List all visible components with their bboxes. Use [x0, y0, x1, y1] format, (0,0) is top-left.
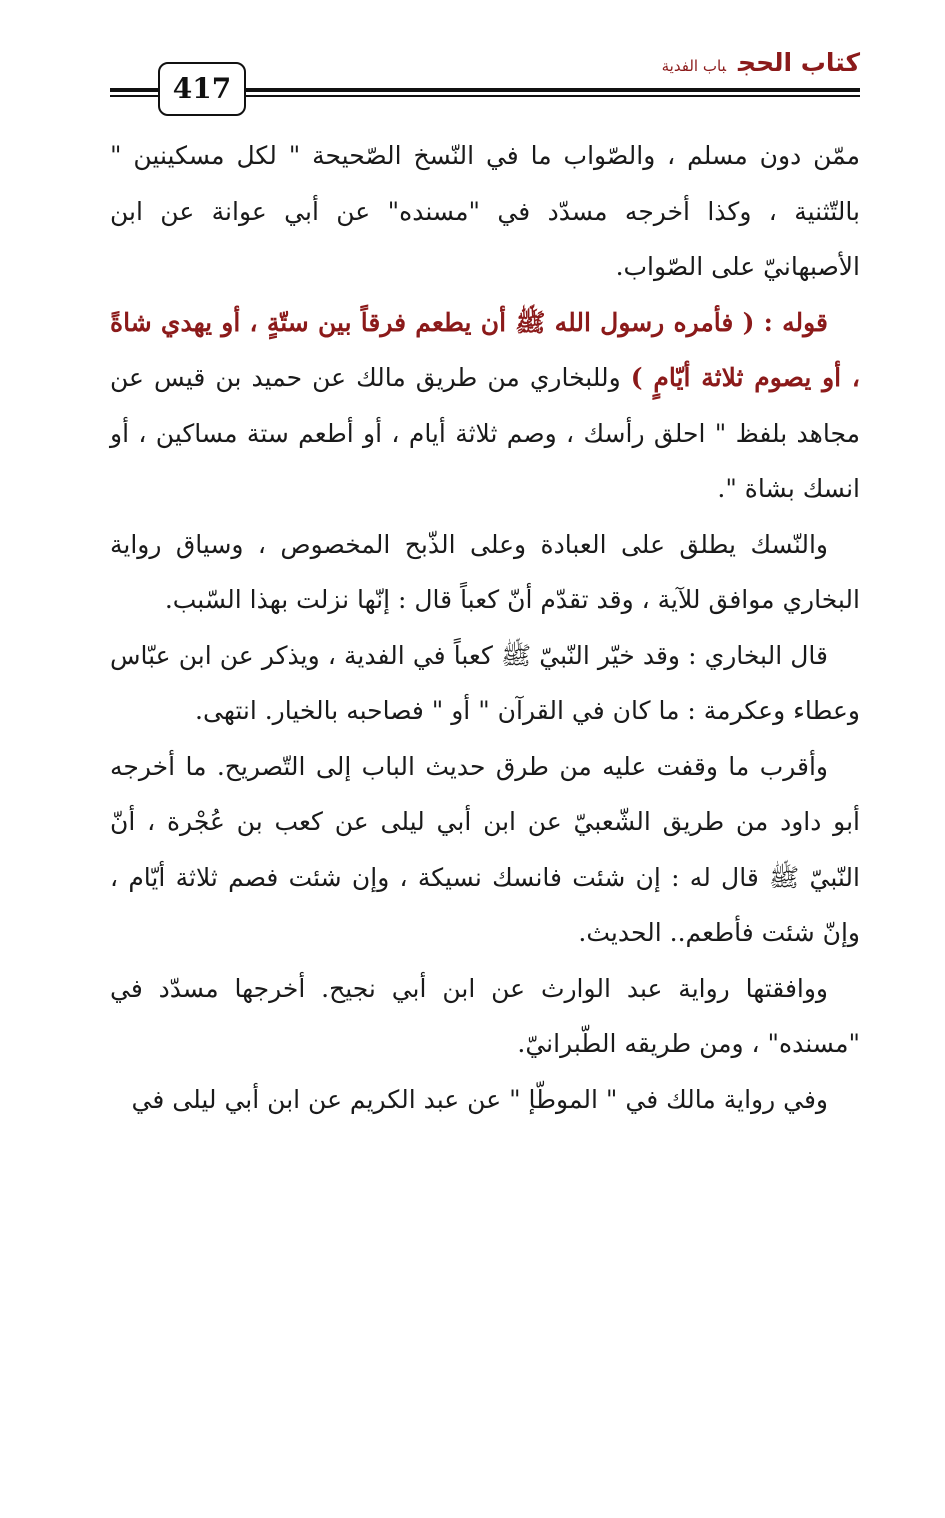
- paragraph-2-text: وللبخاري من طريق مالك عن حميد بن قيس عن مجاهد بلفظ " احلق رأسك ، وصم ثلاثة أيام ، أو أطعم ستة مساكين ، أو انسك بشاة ".: [110, 363, 860, 503]
- chapter-title: باب الفدية: [661, 57, 727, 75]
- paragraph-7-text: وفي رواية مالك في " الموطّإ " عن عبد الكريم عن ابن أبي ليلى في: [131, 1084, 828, 1114]
- paragraph-5-text: وأقرب ما وقفت عليه من طرق حديث الباب إلى التّصريح. ما أخرجه أبو داود من طريق الشّعبيّ عن ابن أبي ليلى عن كعب بن عُجْرة ، أنّ النّبيّ ﷺ قال له : إن شئت فانسك نسيكة ، وإن شئت فصم ثلاثة أيّام ، وإنّ شئت فأطعم.. الحديث.: [110, 751, 860, 947]
- paragraph-3-text: والنّسك يطلق على العبادة وعلى الذّبح المخصوص ، وسياق رواية البخاري موافق للآية ، وقد تقدّم أنّ كعباً قال : إنّها نزلت بهذا السّبب.: [110, 529, 860, 614]
- page-header: [110, 40, 860, 120]
- paragraph-4-text: قال البخاري : وقد خيّر النّبيّ ﷺ كعباً في الفدية ، ويذكر عن ابن عبّاس وعطاء وعكرمة : ما كان في القرآن " أو " فصاحبه بالخيار. انتهى.: [110, 640, 860, 725]
- paragraph-1: [110, 128, 860, 295]
- paragraph-6: [110, 961, 860, 1072]
- paragraph-7: [110, 1072, 860, 1128]
- paragraph-3: [110, 517, 860, 628]
- header-titles: [662, 48, 860, 77]
- page-number: 417: [158, 62, 246, 116]
- paragraph-2: [110, 295, 860, 517]
- page-body: [110, 128, 860, 1127]
- paragraph-5: [110, 739, 860, 961]
- paragraph-1-text: ممّن دون مسلم ، والصّواب ما في النّسخ الصّحيحة " لكل مسكينين " بالتّثنية ، وكذا أخرجه مسدّد في "مسنده" عن أبي عوانة عن ابن الأصبهانيّ على الصّواب.: [110, 141, 860, 281]
- paragraph-6-text: ووافقتها رواية عبد الوارث عن ابن أبي نجيح. أخرجها مسدّد في "مسنده" ، ومن طريقه الطّبرانيّ.: [110, 973, 860, 1058]
- book-title: كتاب الحج: [738, 48, 860, 77]
- paragraph-4: [110, 628, 860, 739]
- hadith-quote: قوله : ( فأمره رسول الله ﷺ أن يطعم فرقاً بين ستّةٍ ، أو يهدي شاةً ، أو يصوم ثلاثة أيّامٍ ): [110, 307, 861, 392]
